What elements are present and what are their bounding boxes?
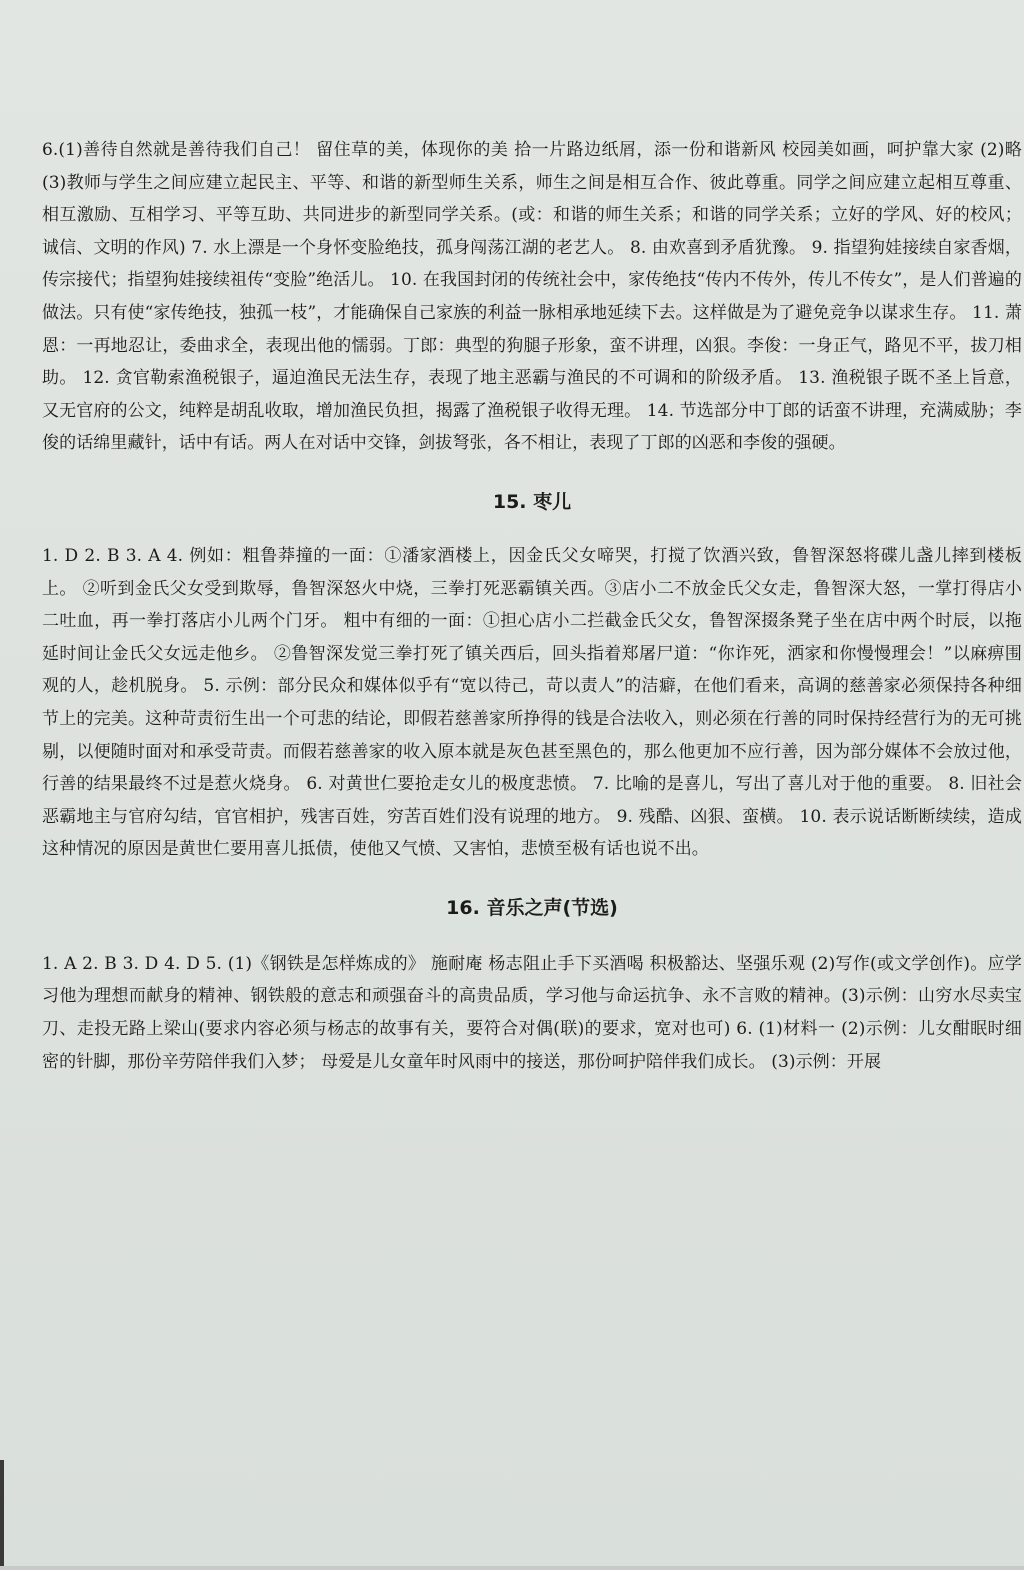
page-edge-mark bbox=[0, 1460, 4, 1570]
section-title-zaoer: 15. 枣儿 bbox=[492, 490, 572, 513]
page-bottom-strip bbox=[0, 1566, 1024, 1570]
answer-paragraph-zaoer: 1. D 2. B 3. A 4. 例如：粗鲁莽撞的一面：①潘家酒楼上，因金氏父女啼哭，打搅了饮酒兴致，鲁智深怒将碟儿盏儿摔到楼板上。 ②听到金氏父女受到欺辱，鲁智深怒火中烧，三拳打死恶霸镇关西。③店小二不放金氏父女走，鲁智深大怒，一掌打得店小二吐血，再一拳打落店小儿两个门牙。 粗中有细的一面：①担心店小二拦截金氏父女，鲁智深掇条凳子坐在店中两个时辰，以拖延时间让金氏父女远走他乡。 ②鲁智深发觉三拳打死了镇关西后，回头指着郑屠尸道：“你诈死，洒家和你慢慢理会！”以麻痹围观的人，趁机脱身。 5. 示例：部分民众和媒体似乎有“宽以待己，苛以责人”的洁癖，在他们看来，高调的慈善家必须保持各种细节上的完美。这种苛责衍生出一个可悲的结论，即假若慈善家所挣得的钱是合法收入，则必须在行善的同时保持经营行为的无可挑剔，以便随时面对和承受苛责。而假若慈善家的收入原本就是灰色甚至黑色的，那么他更加不应行善，因为部分媒体不会放过他，行善的结果最终不过是惹火烧身。 6. 对黄世仁要抢走女儿的极度悲愤。 7. 比喻的是喜儿，写出了喜儿对于他的重要。 8. 旧社会恶霸地主与官府勾结，官官相护，残害百姓，穷苦百姓们没有说理的地方。 9. 残酷、凶狠、蛮横。 10. 表示说话断断续续，造成这种情况的原因是黄世仁要用喜儿抵债，使他又气愤、又害怕，悲愤至极有话也说不出。 bbox=[42, 545, 1022, 860]
section-title-sound-of-music: 16. 音乐之声(节选) bbox=[446, 896, 618, 919]
answer-paragraph-section14: 6.(1)善待自然就是善待我们自己！ 留住草的美，体现你的美 拾一片路边纸屑，添一份和谐新风 校园美如画，呵护靠大家 (2)略 (3)教师与学生之间应建立起民主、平等、和谐的新型师生关系，师生之间是相互合作、彼此尊重。同学之间应建立起相互尊重、相互激励、互相学习、平等互助、共同进步的新型同学关系。(或：和谐的师生关系；和谐的同学关系；立好的学风、好的校风；诚信、文明的作风) 7. 水上漂是一个身怀变脸绝技，孤身闯荡江湖的老艺人。 8. 由欢喜到矛盾犹豫。 9. 指望狗娃接续自家香烟，传宗接代；指望狗娃接续祖传“变脸”绝活儿。 10. 在我国封闭的传统社会中，家传绝技“传内不传外，传儿不传女”，是人们普遍的做法。只有使“家传绝技，独孤一枝”，才能确保自己家族的利益一脉相承地延续下去。这样做是为了避免竞争以谋求生存。 11. 萧恩：一再地忍让，委曲求全，表现出他的懦弱。丁郎：典型的狗腿子形象，蛮不讲理，凶狠。李俊：一身正气，路见不平，拔刀相助。 12. 贪官勒索渔税银子，逼迫渔民无法生存，表现了地主恶霸与渔民的不可调和的阶级矛盾。 13. 渔税银子既不圣上旨意，又无官府的公文，纯粹是胡乱收取，增加渔民负担，揭露了渔税银子收得无理。 14. 节选部分中丁郎的话蛮不讲理，充满威胁；李俊的话绵里藏针，话中有话。两人在对话中交锋，剑拔弩张，各不相让，表现了丁郎的凶恶和李俊的强硬。 bbox=[42, 140, 1022, 454]
page-content bbox=[42, 134, 1022, 1078]
answer-paragraph-sound-of-music: 1. A 2. B 3. D 4. D 5. (1)《钢铁是怎样炼成的》 施耐庵 杨志阻止手下买酒喝 积极豁达、坚强乐观 (2)写作(或文学创作)。应学习他为理想而献身的精神、钢铁般的意志和顽强奋斗的高贵品质，学习他与命运抗争、永不言败的精神。(3)示例：山穷水尽卖宝刀、走投无路上梁山(要求内容必须与杨志的故事有关，要符合对偶(联)的要求，宽对也可) 6. (1)材料一 (2)示例：儿女酣眠时细密的针脚，那份辛劳陪伴我们入梦； 母爱是儿女童年时风雨中的接送，那份呵护陪伴我们成长。 (3)示例：开展 bbox=[42, 953, 1022, 1072]
